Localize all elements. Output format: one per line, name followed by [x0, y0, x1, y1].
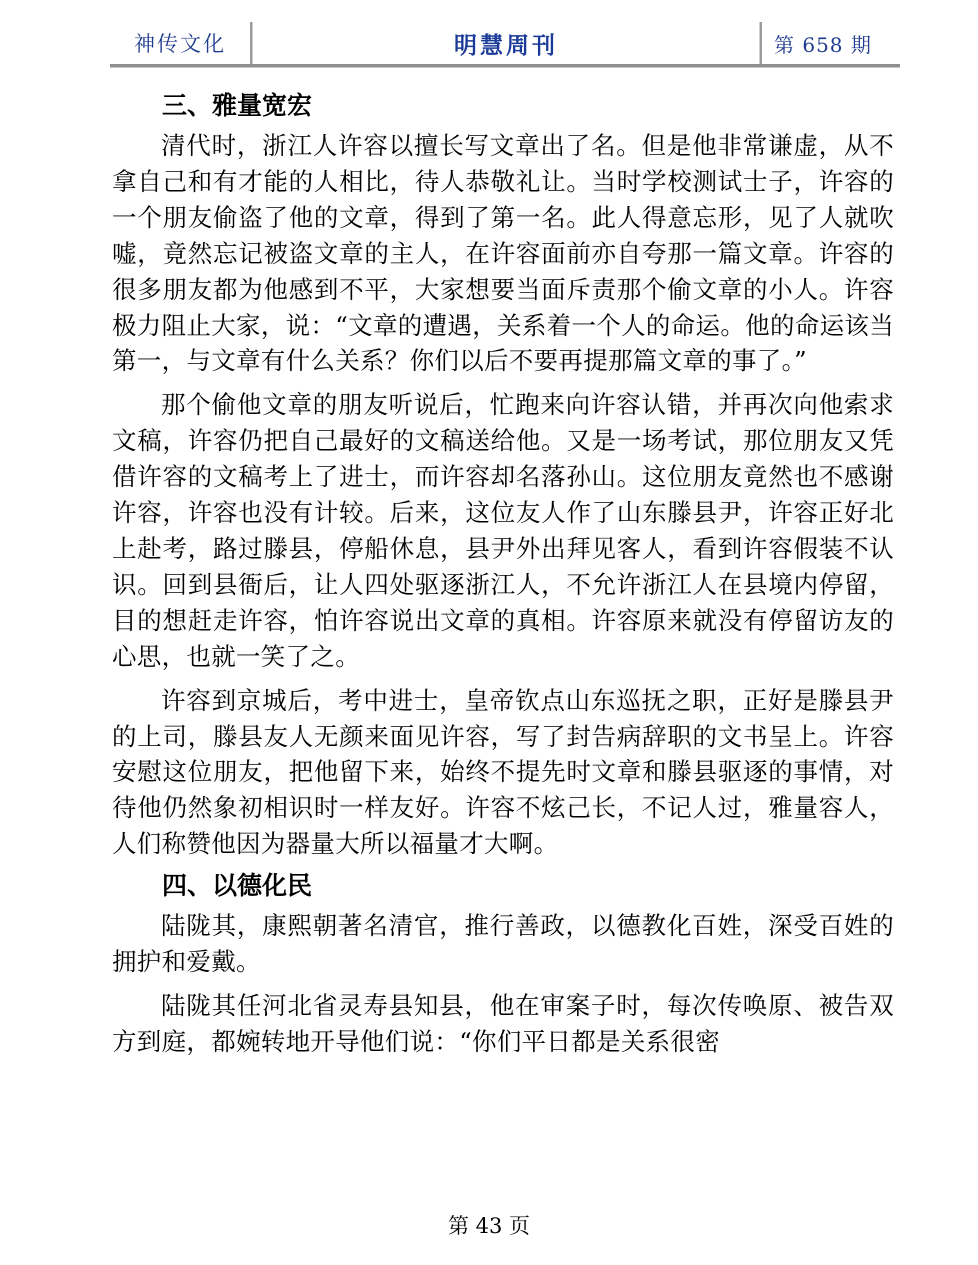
header-publication-title: 明慧周刊 — [454, 32, 558, 59]
article-body — [112, 88, 894, 1060]
header-section-name: 神传文化 — [110, 22, 252, 64]
paragraph: 陆陇其任河北省灵寿县知县，他在审案子时，每次传唤原、被告双方到庭，都婉转地开导他们说：“你们平日都是关系很密 — [112, 990, 894, 1056]
paragraph: 那个偷他文章的朋友听说后，忙跑来向许容认错，并再次向他索求文稿，许容仍把自己最好的文稿送给他。又是一场考试，那位朋友又凭借许容的文稿考上了进士，而许容却名落孙山。这位朋友竟然也不感谢许容，许容也没有计较。后来，这位友人作了山东滕县尹，许容正好北上赴考，路过滕县，停船休息，县尹外出拜见客人，看到许容假装不认识。回到县衙后，让人四处驱逐浙江人，不允许浙江人在县境内停留，目的想赶走许容，怕许容说出文章的真相。许容原来就没有停留访友的心思，也就一笑了之。 — [112, 390, 894, 671]
section-heading-3: 三、雅量宽宏 — [162, 91, 313, 120]
header-issue-number: 第 658 期 — [760, 22, 900, 64]
paragraph: 清代时，浙江人许容以擅长写文章出了名。但是他非常谦虚，从不拿自己和有才能的人相比，待人恭敬礼让。当时学校测试士子，许容的一个朋友偷盗了他的文章，得到了第一名。此人得意忘形，见了人就吹嘘，竟然忘记被盗文章的主人，在许容面前亦自夸那一篇文章。许容的很多朋友都为他感到不平，大家想要当面斥责那个偷文章的小人。许容极力阻止大家，说：“文章的遭遇，关系着一个人的命运。他的命运该当第一，与文章有什么关系？你们以后不要再提那篇文章的事了。” — [112, 131, 894, 376]
section-heading-4: 四、以德化民 — [162, 871, 313, 901]
header-divider — [110, 64, 900, 68]
paragraph: 许容到京城后，考中进士，皇帝钦点山东巡抚之职，正好是滕县尹的上司，滕县友人无颜来面见许容，写了封告病辞职的文书呈上。许容安慰这位朋友，把他留下来，始终不提先时文章和滕县驱逐的事情，对待他仍然象初相识时一样友好。许容不炫己长，不记人过，雅量容人，人们称赞他因为器量大所以福量才大啊。 — [112, 685, 894, 859]
page-number: 第 43 页 — [447, 1214, 531, 1238]
page-header — [110, 22, 900, 68]
paragraph: 陆陇其，康熙朝著名清官，推行善政，以德教化百姓，深受百姓的拥护和爱戴。 — [112, 911, 894, 977]
